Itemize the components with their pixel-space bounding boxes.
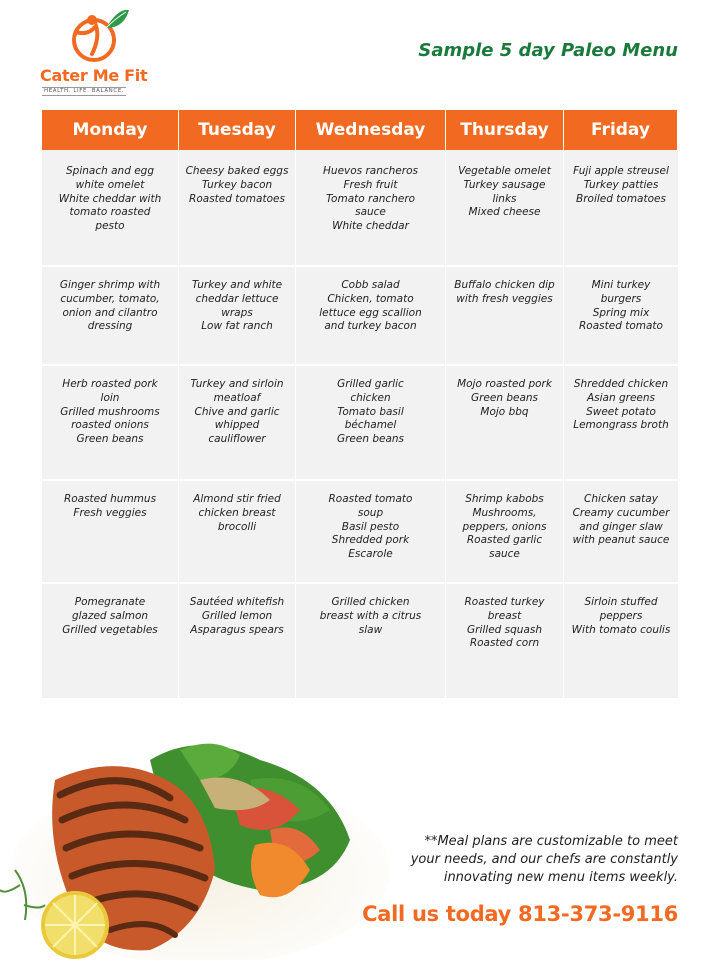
day-header-wednesday: Wednesday <box>296 110 446 150</box>
day-header-tuesday: Tuesday <box>179 110 296 150</box>
menu-cell-tuesday-meal-5: Sautéed whitefish Grilled lemon Asparagus spears <box>179 584 296 700</box>
menu-cell-thursday-meal-5: Roasted turkey breast Grilled squash Roasted corn <box>446 584 564 700</box>
call-to-action-phone[interactable]: Call us today 813-373-9116 <box>362 902 678 926</box>
menu-cell-thursday-meal-2: Buffalo chicken dip with fresh veggies <box>446 267 564 366</box>
leaf-figure-logo-icon <box>66 6 130 66</box>
menu-cell-wednesday-meal-1: Huevos rancheros Fresh fruit Tomato ranchero sauce White cheddar <box>296 150 446 267</box>
menu-title: Sample 5 day Paleo Menu <box>418 40 678 61</box>
menu-cell-monday-meal-2: Ginger shrimp with cucumber, tomato, onion and cilantro dressing <box>42 267 179 366</box>
day-header-monday: Monday <box>42 110 179 150</box>
menu-table <box>42 110 678 700</box>
menu-cell-monday-meal-4: Roasted hummus Fresh veggies <box>42 481 179 584</box>
menu-cell-wednesday-meal-3: Grilled garlic chicken Tomato basil béchamel Green beans <box>296 366 446 481</box>
menu-cell-tuesday-meal-2: Turkey and white cheddar lettuce wraps Low fat ranch <box>179 267 296 366</box>
menu-cell-wednesday-meal-2: Cobb salad Chicken, tomato lettuce egg scallion and turkey bacon <box>296 267 446 366</box>
menu-cell-tuesday-meal-4: Almond stir fried chicken breast brocolli <box>179 481 296 584</box>
menu-cell-thursday-meal-4: Shrimp kabobs Mushrooms, peppers, onions Roasted garlic sauce <box>446 481 564 584</box>
menu-cell-monday-meal-3: Herb roasted pork loin Grilled mushrooms roasted onions Green beans <box>42 366 179 481</box>
menu-cell-friday-meal-4: Chicken satay Creamy cucumber and ginger slaw with peanut sauce <box>564 481 678 584</box>
menu-cell-thursday-meal-1: Vegetable omelet Turkey sausage links Mixed cheese <box>446 150 564 267</box>
menu-cell-thursday-meal-3: Mojo roasted pork Green beans Mojo bbq <box>446 366 564 481</box>
menu-cell-monday-meal-1: Spinach and egg white omelet White cheddar with tomato roasted pesto <box>42 150 179 267</box>
menu-cell-wednesday-meal-4: Roasted tomato soup Basil pesto Shredded pork Escarole <box>296 481 446 584</box>
menu-cell-friday-meal-1: Fuji apple streusel Turkey patties Broiled tomatoes <box>564 150 678 267</box>
menu-cell-friday-meal-2: Mini turkey burgers Spring mix Roasted tomato <box>564 267 678 366</box>
menu-cell-friday-meal-3: Shredded chicken Asian greens Sweet potato Lemongrass broth <box>564 366 678 481</box>
grilled-salmon-salad-photo <box>0 720 390 960</box>
menu-cell-tuesday-meal-1: Cheesy baked eggs Turkey bacon Roasted tomatoes <box>179 150 296 267</box>
menu-cell-monday-meal-5: Pomegranate glazed salmon Grilled vegetables <box>42 584 179 700</box>
brand-logo <box>38 6 148 96</box>
menu-cell-friday-meal-5: Sirloin stuffed peppers With tomato coulis <box>564 584 678 700</box>
day-header-thursday: Thursday <box>446 110 564 150</box>
customization-note: **Meal plans are customizable to meet your needs, and our chefs are constantly innovating new menu items weekly. <box>410 834 678 885</box>
day-header-friday: Friday <box>564 110 678 150</box>
menu-cell-tuesday-meal-3: Turkey and sirloin meatloaf Chive and garlic whipped cauliflower <box>179 366 296 481</box>
brand-tagline: HEALTH. LIFE. BALANCE. <box>44 88 125 94</box>
menu-cell-wednesday-meal-5: Grilled chicken breast with a citrus slaw <box>296 584 446 700</box>
brand-name: Cater Me Fit <box>40 66 148 85</box>
